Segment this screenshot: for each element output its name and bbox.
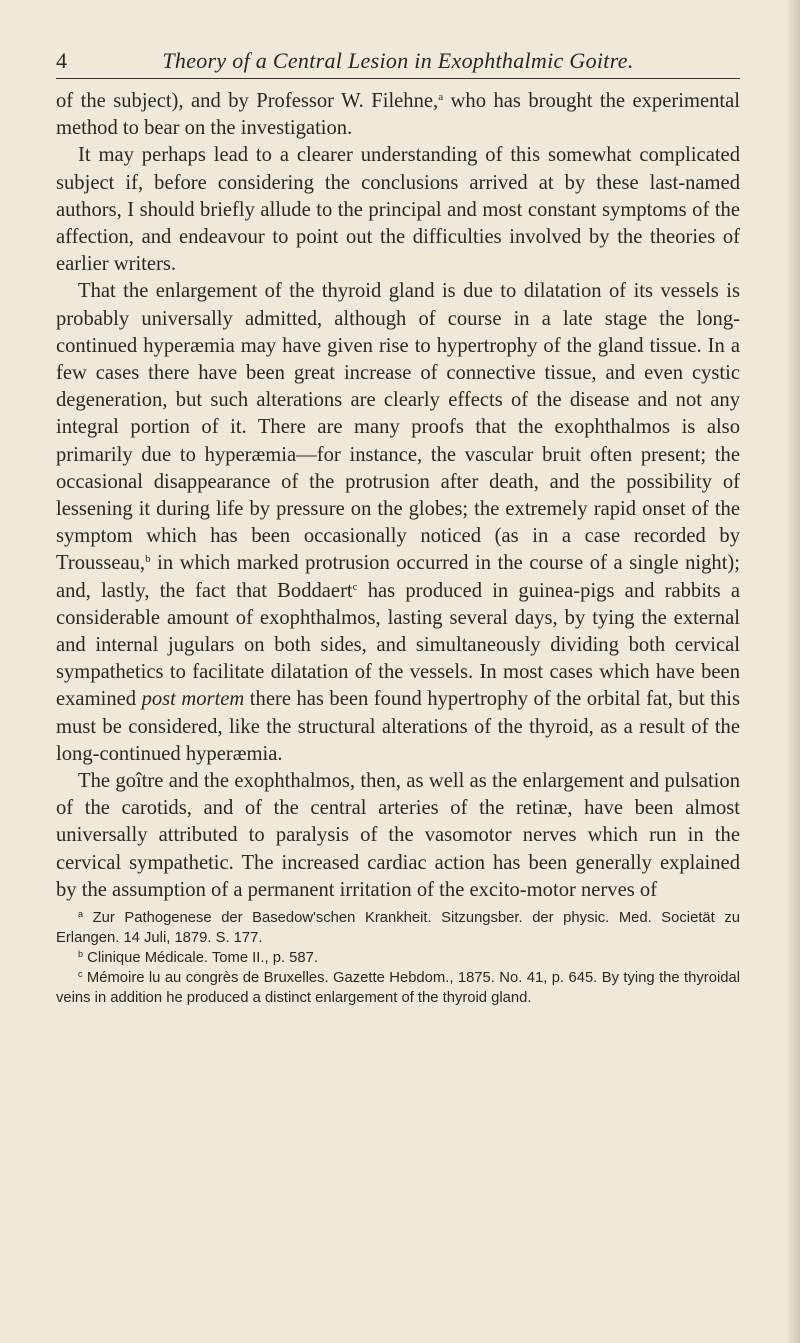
footnote-b (56, 948, 740, 968)
p3-text-a: That the enlargement of the thyroid gland is due to dilatation of its vessels is probably universally admitted, although of course in a late stage the long-continued hyperæmia may have given rise to hypertrophy of the gland tissue. In a few cases there have been great increase of connective tissue, and even cystic degeneration, but such alterations are clearly effects of the disease and not any integral portion of it. There are many proofs that the exophthalmos is also primarily due to hyperæmia—for instance, the vascular bruit often present; the occasional disappearance of the protrusion after death, and the possibility of lessening it during life by pressure on the globes; the extremely rapid onset of the symptom which has been occasionally noticed (as in a case recorded by Trousseau, (56, 280, 740, 575)
paragraph-4: The goître and the exophthalmos, then, as well as the enlargement and pulsation of the carotids, and of the central arteries of the retinæ, have been almost universally attributed to paralysis of the vasomotor nerves which run in the cervical sympathetic. The increased cardiac action has been generally explained by the assumption of a permanent irritation of the excito-motor nerves of (56, 770, 740, 901)
p3-text-c: has produced in guinea-pigs and rabbits a considerable amount of exophthalmos, lasting several days, by tying the external and internal jugulars on both sides, and simultaneously dividing both cervical sympathetics to facilitate dilatation of the vessels. In most cases which have been examined (56, 579, 740, 711)
p3-italic: post mortem (141, 688, 245, 711)
footnote-c-text: Mémoire lu au congrès de Bruxelles. Gazette Hebdom., 1875. No. 41, p. 645. By tying the thyroidal veins in addition he produced a distinct enlargement of the thyroid gland. (56, 970, 740, 1007)
page-edge-shadow (786, 0, 800, 1343)
footnote-a (56, 908, 740, 948)
footnote-a-mark: a (78, 909, 84, 920)
running-head (56, 48, 740, 79)
body-text (56, 88, 740, 904)
paragraph-2: It may perhaps lead to a clearer understanding of this somewhat complicated subject if, before considering the conclusions arrived at by these last-named authors, I should briefly allude to the principal and most constant symptoms of the affection, and endeavour to point out the difficulties involved by the theories of earlier writers. (56, 144, 740, 276)
footnote-b-mark: b (78, 949, 84, 960)
footnote-a-text: Zur Pathogenese der Basedow'schen Krankheit. Sitzungsber. der physic. Med. Societät zu Erlangen. 14 Juli, 1879. S. 177. (56, 910, 740, 947)
footnote-ref-c: c (352, 580, 358, 593)
paragraph-3 (56, 278, 740, 768)
footnotes (56, 908, 740, 1008)
p1-text-a: of the subject), and by Professor W. Filehne, (56, 90, 439, 112)
footnote-c-mark: c (78, 969, 83, 980)
page-number: 4 (56, 48, 67, 73)
paragraph-1 (56, 88, 740, 142)
footnote-ref-b: b (145, 553, 151, 566)
p3-text-b: in which marked protrusion occurred in the course of a single night); and, lastly, the fact that Boddaert (56, 552, 740, 602)
p1-text-b: who has brought the experimental method to bear on the investigation. (56, 90, 740, 140)
footnote-c (56, 968, 740, 1008)
footnote-ref-a: a (438, 91, 444, 103)
running-title: Theory of a Central Lesion in Exophthalmic Goitre. (162, 48, 634, 73)
footnote-b-text: Clinique Médicale. Tome II., p. 587. (83, 950, 318, 967)
p3-text-d: there has been found hypertrophy of the orbital fat, but this must be considered, like the structural alterations of the thyroid, as a result of the long-continued hyperæmia. (56, 688, 740, 765)
